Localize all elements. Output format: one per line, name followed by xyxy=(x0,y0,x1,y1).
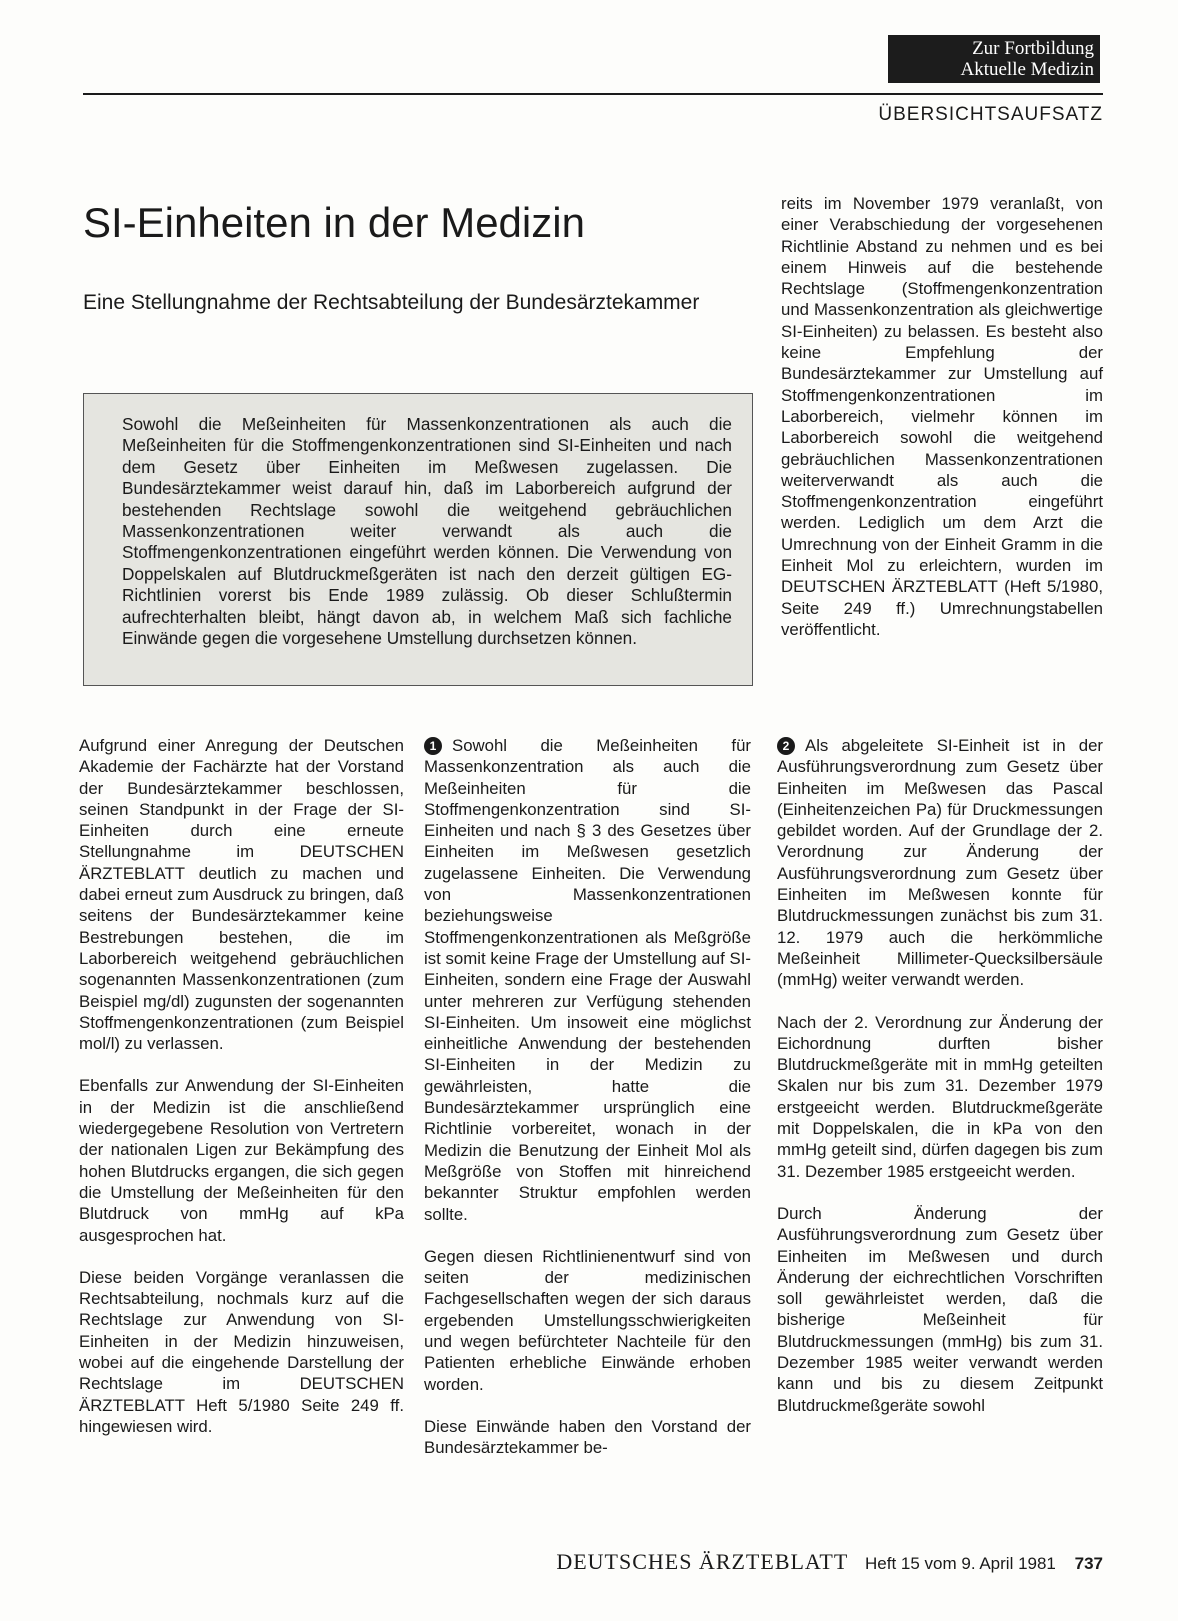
article-title: SI-Einheiten in der Medizin xyxy=(83,199,585,246)
paragraph xyxy=(777,735,1103,991)
paragraph: Diese beiden Vorgänge veranlassen die Rechtsabteilung, nochmals kurz auf die Rechtslage zur Anwendung von SI-Einheiten in der Medizin hinzuweisen, wobei auf die eingehende Darstellung der Rechtslage im DEUTSCHEN ÄRZTEBLATT Heft 5/1980 Seite 249 ff. hingewiesen wird. xyxy=(79,1267,404,1436)
summary-box xyxy=(83,393,753,686)
column-left xyxy=(79,735,404,1437)
paragraph: Aufgrund einer Anregung der Deutschen Akademie der Fachärzte hat der Vorstand der Bundesärztekammer beschlossen, seinen Standpunkt in der Frage der SI-Einheiten durch eine erneute Stellungnahme im DEUTSCHEN ÄRZTEBLATT deutlich zu machen und dabei erneut zum Ausdruck zu bringen, daß seitens der Bundesärztekammer keine Bestrebungen bestehen, die im Laborbereich weitgehend gebräuchlichen sogenannten Massenkonzentrationen (zum Beispiel mg/dl) zugunsten der sogenannten Stoffmengenkonzentrationen (zum Beispiel mol/l) zu verlassen. xyxy=(79,736,404,1054)
number-marker-2: 2 xyxy=(777,737,795,755)
page-number: 737 xyxy=(1074,1554,1103,1573)
paragraph-text: Sowohl die Meßeinheiten für Massenkonzentration als auch die Meßeinheiten für die Stoffmengenkonzentration sind SI-Einheiten und nach § 3 des Gesetzes über Einheiten im Meßwesen gesetzlich zugelassene Einheiten. Die Verwendung von Massenkonzentrationen beziehungsweise Stoffmengenkonzentrationen als Meßgröße ist somit keine Frage der Umstellung auf SI-Einheiten, sondern eine Frage der Auswahl unter mehreren zur Verfügung stehenden SI-Einheiten. Um insoweit eine möglichst einheitliche Anwendung der bestehenden SI-Einheiten in der Medizin zu gewährleisten, hatte die Bundesärztekammer ursprünglich eine Richtlinie vorbereitet, wonach in der Medizin die Benutzung der Einheit Mol als Meßgröße von Stoffen mit hinreichend bekannter Struktur empfohlen werden sollte. xyxy=(424,736,751,1224)
paragraph: Nach der 2. Verordnung zur Änderung der Eichordnung durften bisher Blutdruckmeßgeräte mit in mmHg geteilten Skalen nur bis zum 31. Dezember 1979 erstgeeicht werden. Blutdruckmeßgeräte mit Doppelskalen, die in kPa von den mmHg geteilt sind, dürfen dagegen bis zum 31. Dezember 1985 erstgeeicht werden. xyxy=(777,1012,1103,1181)
page-footer xyxy=(556,1549,1103,1575)
label-line-fortbildung: Zur Fortbildung xyxy=(972,38,1094,59)
paragraph: reits im November 1979 veranlaßt, von einer Verabschiedung der vorgesehenen Richtlinie Abstand zu nehmen und es bei einem Hinweis auf die bestehende Rechtslage (Stoffmengenkonzentration und Massenkonzentration als gleichwertige SI-Einheiten) zu belassen. Es besteht also keine Empfehlung der Bundesärztekammer zur Umstellung auf Stoffmengenkonzentrationen im Laborbereich, vielmehr können im Laborbereich sowohl die weitgehend gebräuchlichen Massenkonzentrationen weiterverwandt als auch die Stoffmengenkonzentration eingeführt werden. Lediglich um dem Arzt die Umrechnung von der Einheit Gramm in die Einheit Mol zu erleichtern, wurden im DEUTSCHEN ÄRZTEBLATT (Heft 5/1980, Seite 249 ff.) Umrechnungstabellen veröffentlicht. xyxy=(781,194,1103,639)
paragraph: Gegen diesen Richtlinienentwurf sind von seiten der medizinischen Fachgesellschaften wegen der sich daraus ergebenden Umstellungsschwierigkeiten und wegen befürchteter Nachteile für den Patienten erhebliche Einwände erhoben worden. xyxy=(424,1246,751,1394)
header-divider xyxy=(83,93,1103,95)
issue-info: Heft 15 vom 9. April 1981 xyxy=(865,1554,1056,1573)
article-subtitle: Eine Stellungnahme der Rechtsabteilung der Bundesärztekammer xyxy=(83,291,700,314)
column-middle xyxy=(424,735,751,1459)
paragraph: Diese Einwände haben den Vorstand der Bundesärztekammer be- xyxy=(424,1416,751,1458)
article-type-label: ÜBERSICHTSAUFSATZ xyxy=(878,104,1103,125)
number-marker-1: 1 xyxy=(424,737,442,755)
column-top-right xyxy=(781,193,1103,640)
paragraph xyxy=(424,735,751,1225)
paragraph: Durch Änderung der Ausführungsverordnung zum Gesetz über Einheiten im Meßwesen und durch Änderung der eichrechtlichen Vorschriften soll gewährleistet werden, daß die bisherige Meßeinheit für Blutdruckmessungen (mmHg) bis zum 31. Dezember 1985 weiter verwandt werden kann und bis zu diesem Zeitpunkt Blutdruckmeßgeräte sowohl xyxy=(777,1203,1103,1415)
section-label-box xyxy=(888,35,1100,83)
journal-name: DEUTSCHES ÄRZTEBLATT xyxy=(556,1549,849,1574)
summary-text: Sowohl die Meßeinheiten für Massenkonzentrationen als auch die Meßeinheiten für die Stoffmengenkonzentrationen sind SI-Einheiten und nach dem Gesetz über Einheiten im Meßwesen zugelassen. Die Bundesärztekammer weist darauf hin, daß im Laborbereich aufgrund der bestehenden Rechtslage sowohl die weitgehend gebräuchlichen Massenkonzentrationen weiter verwandt als auch die Stoffmengenkonzentrationen eingeführt werden können. Die Verwendung von Doppelskalen auf Blutdruckmeßgeräten ist nach den derzeit gültigen EG-Richtlinien vorerst bis Ende 1989 zulässig. Ob dieser Schlußtermin aufrechterhalten bleibt, hängt davon ab, in welchem Maß sich fachliche Einwände gegen die vorgesehene Umstellung durchsetzen können. xyxy=(122,414,732,649)
paragraph: Ebenfalls zur Anwendung der SI-Einheiten in der Medizin ist die anschließend wiedergegebene Resolution von Vertretern der nationalen Ligen zur Bekämpfung des hohen Blutdrucks ergangen, die sich gegen die Umstellung der Meßeinheiten für den Blutdruck von mmHg auf kPa ausgesprochen hat. xyxy=(79,1076,404,1245)
paragraph-text: Als abgeleitete SI-Einheit ist in der Ausführungsverordnung zum Gesetz über Einheiten im Meßwesen das Pascal (Einheitenzeichen Pa) für Druckmessungen gebildet worden. Auf der Grundlage der 2. Verordnung zur Änderung der Ausführungsverordnung zum Gesetz über Einheiten im Meßwesen konnte für Blutdruckmessungen zunächst bis zum 31. 12. 1979 auch die herkömmliche Meßeinheit Millimeter-Quecksilbersäule (mmHg) weiter verwandt werden. xyxy=(777,736,1103,990)
column-right xyxy=(777,735,1103,1416)
label-line-aktuelle-medizin: Aktuelle Medizin xyxy=(960,59,1094,80)
